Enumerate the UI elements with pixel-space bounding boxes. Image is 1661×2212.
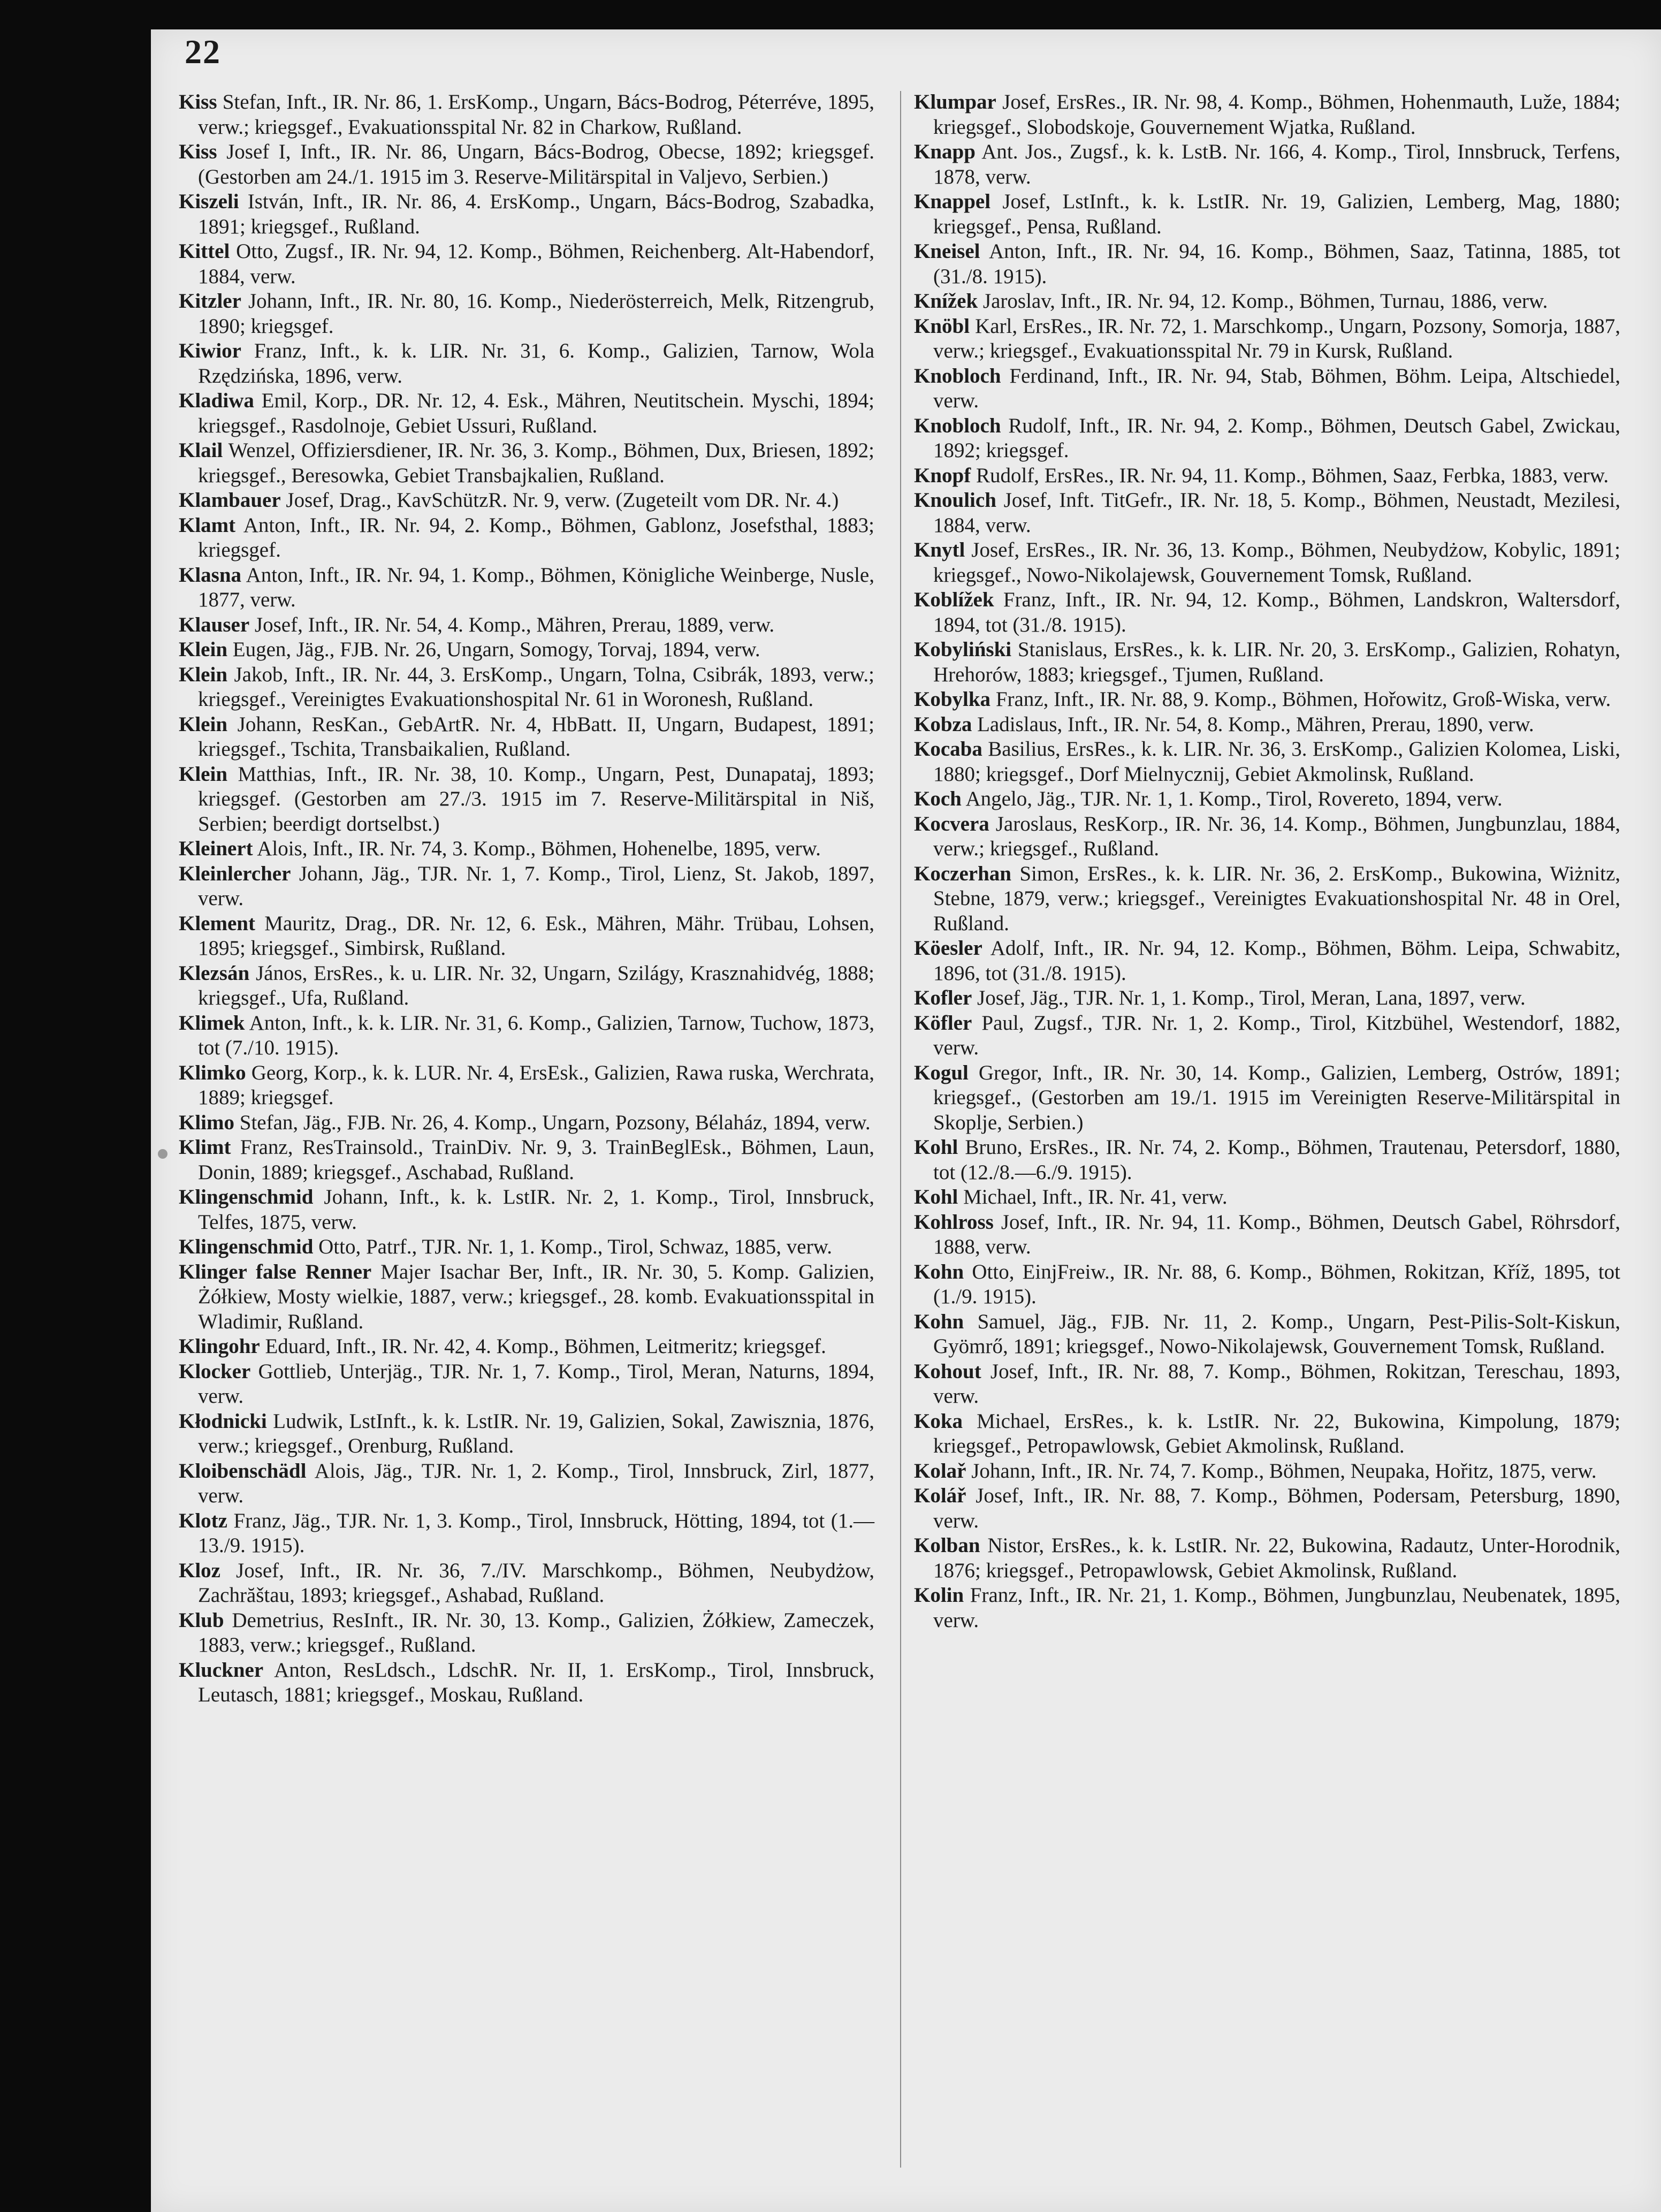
entry-surname: Klimek	[179, 1011, 245, 1035]
entry-details: Nistor, ErsRes., k. k. LstIR. Nr. 22, Bukowina, Radautz, Unter-Horodnik, 1876; kriegsgef., Petropawlowsk, Gebiet Akmolinsk, Rußland.	[933, 1534, 1621, 1582]
entry-surname: Kloibenschädl	[179, 1459, 307, 1483]
entry-surname: Klub	[179, 1608, 224, 1632]
list-item	[914, 90, 1620, 140]
list-item	[914, 189, 1620, 239]
list-item	[914, 1459, 1620, 1484]
entry-details: Stefan, Inft., IR. Nr. 86, 1. ErsKomp., Ungarn, Bács-Bodrog, Péterréve, 1895, verw.; kriegsgef., Evakuationsspital Nr. 82 in Charkow, Rußland.	[198, 90, 875, 139]
entry-surname: Knytl	[914, 538, 965, 561]
entry-surname: Kobza	[914, 712, 972, 736]
entry-surname: Kobylka	[914, 688, 991, 711]
entry-surname: Kohl	[914, 1185, 958, 1208]
entry-details: Josef, Inft., IR. Nr. 54, 4. Komp., Mähren, Prerau, 1889, verw.	[254, 613, 775, 636]
list-item	[179, 438, 874, 488]
entry-details: Demetrius, ResInft., IR. Nr. 30, 13. Komp., Galizien, Żółkiew, Zameczek, 1883, verw.; kriegsgef., Rußland.	[198, 1608, 874, 1656]
entry-details: Johann, Inft., IR. Nr. 80, 16. Komp., Niederösterreich, Melk, Ritzengrub, 1890; kriegsgef.	[198, 290, 874, 338]
list-item	[914, 737, 1620, 787]
page-number: 22	[185, 33, 221, 71]
entry-surname: Kiss	[179, 90, 217, 113]
list-item	[179, 1459, 874, 1509]
entry-details: Rudolf, ErsRes., IR. Nr. 94, 11. Komp., Böhmen, Saaz, Ferbka, 1883, verw.	[976, 463, 1609, 487]
list-item	[179, 90, 874, 140]
entry-details: Simon, ErsRes., k. k. LIR. Nr. 36, 2. ErsKomp., Bukowina, Wiżnitz, Stebne, 1879, verw.; kriegsgef., Vereinigtes Evakuationshospital Nr. 48 in Orel, Rußland.	[933, 862, 1621, 935]
entry-details: Josef, Inft., IR. Nr. 36, 7./IV. Marschkomp., Böhmen, Neubydżow, Zachrăštau, 1893; kriegsgef., Ashabad, Rußland.	[198, 1559, 875, 1607]
entry-surname: Klinger false Renner	[179, 1260, 372, 1283]
list-item	[179, 563, 874, 613]
entry-surname: Kiss	[179, 140, 217, 163]
entry-surname: Koczerhan	[914, 862, 1011, 885]
entry-details: Anton, Inft., IR. Nr. 94, 1. Komp., Böhmen, Königliche Weinberge, Nusle, 1877, verw.	[198, 563, 874, 611]
entry-details: Gottlieb, Unterjäg., TJR. Nr. 1, 7. Komp., Tirol, Meran, Naturns, 1894, verw.	[198, 1359, 874, 1408]
entry-surname: Kohn	[914, 1260, 964, 1283]
list-item	[914, 1484, 1620, 1533]
list-item	[914, 289, 1620, 314]
list-item	[179, 961, 874, 1011]
entry-surname: Kladiwa	[179, 389, 254, 412]
entry-details: Otto, Patrf., TJR. Nr. 1, 1. Komp., Tirol, Schwaz, 1885, verw.	[318, 1235, 832, 1258]
entry-surname: Knappel	[914, 190, 991, 213]
list-item	[179, 1135, 874, 1185]
entry-details: Anton, ResLdsch., LdschR. Nr. II, 1. ErsKomp., Tirol, Innsbruck, Leutasch, 1881; kriegsgef., Moskau, Rußland.	[198, 1658, 874, 1706]
list-item	[179, 1011, 874, 1061]
list-item	[179, 1359, 874, 1409]
entry-details: János, ErsRes., k. u. LIR. Nr. 32, Ungarn, Szilágy, Krasznahidvég, 1888; kriegsgef., Ufa, Rußland.	[198, 961, 875, 1009]
list-item	[179, 1658, 874, 1708]
list-item	[179, 189, 874, 239]
list-item	[179, 837, 874, 862]
entry-surname: Kluckner	[179, 1658, 264, 1682]
list-item	[914, 488, 1620, 538]
list-item	[914, 712, 1620, 738]
entry-details: Johann, Inft., IR. Nr. 74, 7. Komp., Böhmen, Neupaka, Hořitz, 1875, verw.	[971, 1459, 1597, 1483]
list-item	[179, 1334, 874, 1359]
entry-details: Franz, ResTrainsold., TrainDiv. Nr. 9, 3. TrainBeglEsk., Böhmen, Laun, Donin, 1889; kriegsgef., Aschabad, Rußland.	[198, 1136, 875, 1184]
entry-details: Samuel, Jäg., FJB. Nr. 11, 2. Komp., Ungarn, Pest-Pilis-Solt-Kiskun, Gyömrő, 1891; kriegsgef., Nowo-Nikolajewsk, Gouvernement Tomsk, Rußland.	[933, 1310, 1621, 1358]
list-item	[179, 389, 874, 438]
list-item	[914, 140, 1620, 189]
entry-details: Mauritz, Drag., DR. Nr. 12, 6. Esk., Mähren, Mähr. Trübau, Lohsen, 1895; kriegsgef., Simbirsk, Rußland.	[198, 911, 874, 960]
entry-details: Jakob, Inft., IR. Nr. 44, 3. ErsKomp., Ungarn, Tolna, Csibrák, 1893, verw.; kriegsgef., Vereinigtes Evakuationshospital Nr. 61 in Woronesh, Rußland.	[198, 663, 875, 711]
entry-surname: Kofler	[914, 986, 972, 1009]
list-item	[179, 339, 874, 389]
list-item	[914, 787, 1620, 812]
entry-details: Johann, Inft., k. k. LstIR. Nr. 2, 1. Komp., Tirol, Innsbruck, Telfes, 1875, verw.	[198, 1185, 875, 1234]
list-item	[179, 1608, 874, 1658]
entry-surname: Kloz	[179, 1559, 220, 1582]
entry-details: Anton, Inft., k. k. LIR. Nr. 31, 6. Komp., Galizien, Tarnow, Tuchow, 1873, tot (7./10. 1915).	[198, 1011, 874, 1059]
entry-details: Jaroslav, Inft., IR. Nr. 94, 12. Komp., Böhmen, Turnau, 1886, verw.	[982, 290, 1548, 313]
list-item	[914, 1310, 1620, 1359]
entry-surname: Knobloch	[914, 364, 1001, 387]
list-item	[914, 364, 1620, 414]
list-item	[179, 1260, 874, 1335]
entry-details: Stanislaus, ErsRes., k. k. LIR. Nr. 20, 3. ErsKomp., Galizien, Rohatyn, Hrehorów, 1883; kriegsgef., Tjumen, Rußland.	[933, 638, 1620, 686]
entry-details: Johann, ResKan., GebArtR. Nr. 4, HbBatt. II, Ungarn, Budapest, 1891; kriegsgef., Tschita, Transbaikalien, Rußland.	[198, 712, 875, 761]
entry-surname: Kleinlercher	[179, 862, 291, 885]
entry-details: Basilius, ErsRes., k. k. LIR. Nr. 36, 3. ErsKomp., Galizien Kolomea, Liski, 1880; kriegsgef., Dorf Mielnycznij, Gebiet Akmolinsk, Rußland.	[933, 738, 1620, 786]
list-item	[914, 314, 1620, 364]
list-item	[914, 1409, 1620, 1459]
list-item	[914, 1061, 1620, 1136]
list-item	[179, 289, 874, 339]
entry-surname: Knöbl	[914, 314, 970, 338]
entry-details: Rudolf, Inft., IR. Nr. 94, 2. Komp., Böhmen, Deutsch Gabel, Zwickau, 1892; kriegsgef.	[933, 414, 1620, 462]
list-item	[914, 1359, 1620, 1409]
entry-surname: Köfler	[914, 1011, 972, 1035]
entry-surname: Kohlross	[914, 1210, 994, 1234]
list-item	[914, 862, 1620, 937]
entry-details: Josef I, Inft., IR. Nr. 86, Ungarn, Bács-Bodrog, Obecse, 1892; kriegsgef. (Gestorben am 24./1. 1915 im 3. Reserve-Militärspital in Valjevo, Serbien.)	[198, 140, 874, 188]
list-item	[179, 1111, 874, 1136]
entry-details: Georg, Korp., k. k. LUR. Nr. 4, ErsEsk., Galizien, Rawa ruska, Werchrata, 1889; kriegsgef.	[198, 1061, 874, 1109]
entry-surname: Kolin	[914, 1584, 964, 1607]
list-item	[914, 463, 1620, 489]
entry-details: Majer Isachar Ber, Inft., IR. Nr. 30, 5. Komp. Galizien, Żółkiew, Mosty wielkie, 1887, verw.; kriegsgef., 28. komb. Evakuationsspital in Wladimir, Rußland.	[198, 1260, 874, 1333]
entry-details: Franz, Inft., IR. Nr. 88, 9. Komp., Böhmen, Hořowitz, Groß-Wiska, verw.	[995, 688, 1611, 711]
entry-surname: Knobloch	[914, 414, 1001, 437]
entry-surname: Klement	[179, 911, 255, 935]
entry-surname: Kogul	[914, 1061, 969, 1084]
list-item	[914, 986, 1620, 1011]
entry-details: Bruno, ErsRes., IR. Nr. 74, 2. Komp., Böhmen, Trautenau, Petersdorf, 1880, tot (12./8.—6./9. 1915).	[933, 1136, 1620, 1184]
entry-surname: Kohn	[914, 1310, 964, 1333]
entry-details: Anton, Inft., IR. Nr. 94, 16. Komp., Böhmen, Saaz, Tatinna, 1885, tot (31./8. 1915).	[933, 240, 1620, 288]
list-item	[179, 613, 874, 638]
list-item	[914, 1135, 1620, 1185]
entry-details: Eugen, Jäg., FJB. Nr. 26, Ungarn, Somogy, Torvaj, 1894, verw.	[232, 638, 760, 661]
list-item	[179, 1185, 874, 1235]
entry-details: Ant. Jos., Zugsf., k. k. LstB. Nr. 166, 4. Komp., Tirol, Innsbruck, Terfens, 1878, verw.	[933, 140, 1620, 188]
entry-surname: Klingohr	[179, 1335, 260, 1358]
entry-details: István, Inft., IR. Nr. 86, 4. ErsKomp., Ungarn, Bács-Bodrog, Szabadka, 1891; kriegsgef., Rußland.	[198, 190, 875, 238]
entry-details: Eduard, Inft., IR. Nr. 42, 4. Komp., Böhmen, Leitmeritz; kriegsgef.	[265, 1335, 826, 1358]
entry-surname: Klamt	[179, 513, 236, 537]
list-item	[179, 513, 874, 563]
entry-surname: Klasna	[179, 563, 242, 587]
entry-surname: Klezsán	[179, 961, 250, 985]
list-item	[179, 488, 874, 513]
list-item	[179, 1509, 874, 1559]
entry-details: Franz, Inft., IR. Nr. 21, 1. Komp., Böhmen, Jungbunzlau, Neubenatek, 1895, verw.	[933, 1584, 1621, 1632]
entry-surname: Koblížek	[914, 588, 994, 611]
list-item	[914, 414, 1620, 463]
entry-details: Josef, Inft., IR. Nr. 94, 11. Komp., Böhmen, Deutsch Gabel, Röhrsdorf, 1888, verw.	[933, 1210, 1621, 1258]
entry-surname: Klimo	[179, 1111, 234, 1134]
entry-details: Josef, Inft., IR. Nr. 88, 7. Komp., Böhmen, Podersam, Petersburg, 1890, verw.	[933, 1484, 1620, 1532]
entry-surname: Klein	[179, 663, 228, 686]
list-item	[179, 862, 874, 911]
entry-surname: Kittel	[179, 240, 230, 263]
left-column	[179, 90, 874, 1708]
entry-surname: Klauser	[179, 613, 250, 636]
entry-details: Matthias, Inft., IR. Nr. 38, 10. Komp., Ungarn, Pest, Dunapataj, 1893; kriegsgef. (Gestorben am 27./3. 1915 im 7. Reserve-Militärspital in Niš, Serbien; beerdigt dortselbst.)	[198, 762, 874, 835]
entry-details: Jaroslaus, ResKorp., IR. Nr. 36, 14. Komp., Böhmen, Jungbunzlau, 1884, verw.; kriegsgef., Rußland.	[933, 812, 1620, 860]
entry-details: Josef, LstInft., k. k. LstIR. Nr. 19, Galizien, Lemberg, Mag, 1880; kriegsgef., Pensa, Rußland.	[933, 190, 1620, 238]
entry-details: Gregor, Inft., IR. Nr. 30, 14. Komp., Galizien, Lemberg, Ostrów, 1891; kriegsgef., (Gestorben am 19./1. 1915 im Vereinigten Reserve-Militärspital in Skoplje, Serbien.)	[933, 1061, 1620, 1134]
entry-surname: Kłodnicki	[179, 1409, 267, 1433]
list-item	[179, 1409, 874, 1459]
list-item	[179, 239, 874, 289]
list-item	[914, 1210, 1620, 1260]
entry-surname: Kiwior	[179, 339, 241, 362]
entry-details: Franz, Inft., k. k. LIR. Nr. 31, 6. Komp., Galizien, Tarnow, Wola Rzędzińska, 1896, verw.	[198, 339, 875, 387]
entry-surname: Klocker	[179, 1359, 251, 1383]
column-divider	[900, 91, 901, 2168]
entry-surname: Klein	[179, 762, 228, 786]
entry-surname: Kolban	[914, 1534, 980, 1557]
entry-surname: Klingenschmid	[179, 1235, 314, 1258]
entry-surname: Klail	[179, 439, 223, 462]
entry-surname: Kohl	[914, 1136, 958, 1159]
entry-details: Franz, Inft., IR. Nr. 94, 12. Komp., Böhmen, Landskron, Waltersdorf, 1894, tot (31./8. 1915).	[933, 588, 1621, 636]
entry-surname: Koch	[914, 787, 962, 810]
entry-details: Josef, Drag., KavSchützR. Nr. 9, verw. (Zugeteilt vom DR. Nr. 4.)	[286, 489, 839, 512]
list-item	[914, 1533, 1620, 1583]
entry-surname: Kocaba	[914, 738, 982, 761]
entry-details: Wenzel, Offiziersdiener, IR. Nr. 36, 3. Komp., Böhmen, Dux, Briesen, 1892; kriegsgef., Beresowka, Gebiet Transbajkalien, Rußland.	[198, 439, 875, 487]
entry-details: Franz, Jäg., TJR. Nr. 1, 3. Komp., Tirol, Innsbruck, Hötting, 1894, tot (1.—13./9. 1915).	[198, 1509, 874, 1557]
entry-details: Josef, Inft., IR. Nr. 88, 7. Komp., Böhmen, Rokitzan, Tereschau, 1893, verw.	[933, 1359, 1620, 1408]
list-item	[914, 588, 1620, 637]
list-item	[914, 1185, 1620, 1210]
entry-surname: Knapp	[914, 140, 976, 163]
list-item	[179, 762, 874, 837]
entry-surname: Klotz	[179, 1509, 227, 1532]
entry-details: Josef, ErsRes., IR. Nr. 98, 4. Komp., Böhmen, Hohenmauth, Luže, 1884; kriegsgef., Slobodskoje, Gouvernement Wjatka, Rußland.	[933, 90, 1621, 139]
list-item	[179, 140, 874, 189]
entry-surname: Knížek	[914, 290, 978, 313]
list-item	[914, 687, 1620, 712]
entry-details: Emil, Korp., DR. Nr. 12, 4. Esk., Mähren, Neutitschein. Myschi, 1894; kriegsgef., Rasdolnoje, Gebiet Ussuri, Rußland.	[198, 389, 874, 437]
entry-surname: Koka	[914, 1409, 963, 1433]
entry-details: Josef, Jäg., TJR. Nr. 1, 1. Komp., Tirol, Meran, Lana, 1897, verw.	[977, 986, 1526, 1009]
entry-surname: Klein	[179, 712, 228, 736]
list-item	[179, 911, 874, 961]
list-item	[179, 1559, 874, 1608]
entry-surname: Kolář	[914, 1484, 966, 1507]
right-column	[914, 90, 1620, 1633]
entry-surname: Kiszeli	[179, 190, 239, 213]
entry-surname: Klimko	[179, 1061, 246, 1084]
entry-details: Josef, Inft. TitGefr., IR. Nr. 18, 5. Komp., Böhmen, Neustadt, Mezilesi, 1884, verw.	[933, 489, 1621, 537]
list-item	[179, 1235, 874, 1260]
entry-surname: Kneisel	[914, 240, 980, 263]
list-item	[914, 936, 1620, 986]
entry-surname: Kocvera	[914, 812, 989, 835]
list-item	[179, 663, 874, 712]
entry-details: Stefan, Jäg., FJB. Nr. 26, 4. Komp., Ungarn, Pozsony, Bélaház, 1894, verw.	[239, 1111, 871, 1134]
entry-details: Angelo, Jäg., TJR. Nr. 1, 1. Komp., Tirol, Rovereto, 1894, verw.	[965, 787, 1503, 810]
list-item	[914, 1583, 1620, 1633]
entry-details: Ludwik, LstInft., k. k. LstIR. Nr. 19, Galizien, Sokal, Zawisznia, 1876, verw.; kriegsgef., Orenburg, Rußland.	[198, 1409, 874, 1457]
entry-details: Michael, ErsRes., k. k. LstIR. Nr. 22, Bukowina, Kimpolung, 1879; kriegsgef., Petropawlowsk, Gebiet Akmolinsk, Rußland.	[933, 1409, 1621, 1457]
list-item	[914, 239, 1620, 289]
entry-details: Otto, EinjFreiw., IR. Nr. 88, 6. Komp., Böhmen, Rokitzan, Kříž, 1895, tot (1./9. 1915).	[933, 1260, 1621, 1308]
entry-surname: Kobyliński	[914, 638, 1012, 661]
list-item	[179, 712, 874, 762]
list-item	[914, 637, 1620, 687]
list-item	[179, 1061, 874, 1111]
entry-surname: Kleinert	[179, 837, 253, 860]
entry-surname: Knopf	[914, 463, 971, 487]
list-item	[179, 637, 874, 663]
entry-surname: Klimt	[179, 1136, 231, 1159]
entry-details: Alois, Jäg., TJR. Nr. 1, 2. Komp., Tirol, Innsbruck, Zirl, 1877, verw.	[198, 1459, 874, 1507]
entry-details: Johann, Jäg., TJR. Nr. 1, 7. Komp., Tirol, Lienz, St. Jakob, 1897, verw.	[198, 862, 874, 910]
entry-details: Paul, Zugsf., TJR. Nr. 1, 2. Komp., Tirol, Kitzbühel, Westendorf, 1882, verw.	[933, 1011, 1621, 1059]
entry-details: Alois, Inft., IR. Nr. 74, 3. Komp., Böhmen, Hohenelbe, 1895, verw.	[257, 837, 821, 860]
entry-surname: Klein	[179, 638, 228, 661]
list-item	[914, 1260, 1620, 1310]
entry-surname: Kitzler	[179, 290, 241, 313]
entry-details: Ferdinand, Inft., IR. Nr. 94, Stab, Böhmen, Böhm. Leipa, Altschiedel, verw.	[933, 364, 1620, 412]
entry-surname: Knoulich	[914, 489, 996, 512]
entry-details: Josef, ErsRes., IR. Nr. 36, 13. Komp., Böhmen, Neubydżow, Kobylic, 1891; kriegsgef., Nowo-Nikolajewsk, Gouvernement Tomsk, Rußland.	[933, 538, 1620, 587]
entry-details: Adolf, Inft., IR. Nr. 94, 12. Komp., Böhmen, Böhm. Leipa, Schwabitz, 1896, tot (31./8. 1915).	[933, 937, 1620, 985]
entry-surname: Klambauer	[179, 489, 281, 512]
entry-details: Michael, Inft., IR. Nr. 41, verw.	[963, 1185, 1228, 1208]
list-item	[914, 812, 1620, 862]
entry-details: Anton, Inft., IR. Nr. 94, 2. Komp., Böhmen, Gablonz, Josefsthal, 1883; kriegsgef.	[198, 513, 874, 561]
entry-details: Ladislaus, Inft., IR. Nr. 54, 8. Komp., Mähren, Prerau, 1890, verw.	[977, 712, 1534, 736]
list-item	[914, 1011, 1620, 1061]
entry-surname: Kohout	[914, 1359, 981, 1383]
entry-details: Otto, Zugsf., IR. Nr. 94, 12. Komp., Böhmen, Reichenberg. Alt-Habendorf, 1884, verw.	[198, 240, 874, 288]
entry-surname: Klumpar	[914, 90, 996, 113]
list-item	[914, 538, 1620, 588]
entry-surname: Kolař	[914, 1459, 966, 1483]
entry-surname: Köesler	[914, 937, 982, 960]
entry-details: Karl, ErsRes., IR. Nr. 72, 1. Marschkomp., Ungarn, Pozsony, Somorja, 1887, verw.; kriegsgef., Evakuationsspital Nr. 79 in Kursk, Rußland.	[933, 314, 1620, 362]
entry-surname: Klingenschmid	[179, 1185, 314, 1208]
paper-hole	[158, 1149, 167, 1159]
